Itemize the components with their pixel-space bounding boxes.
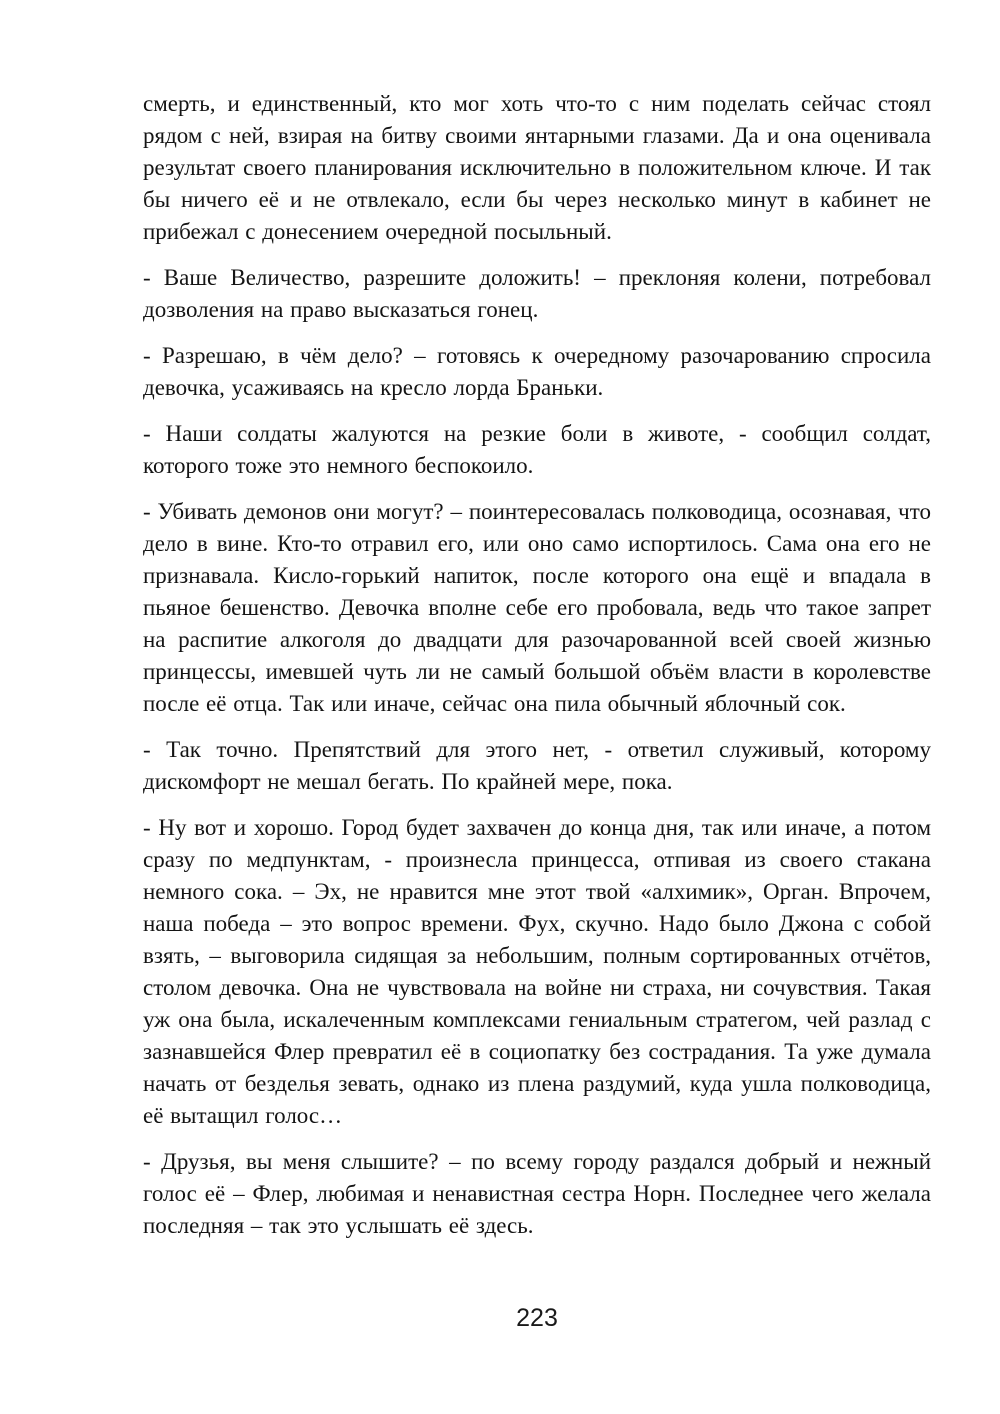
paragraph-dialogue-wine: - Убивать демонов они могут? – поинтересовалась полководица, осознавая, что дело в вине. Кто-то отравил его, или оно само испортилось. Сама она его не признавала. Кисло-горький напиток, после которого она ещё и впадала в пьяное бешенство. Девочка вполне себе его пробовала, ведь что такое запрет на распитие алкоголя до двадцати для разочарованной всей своей жизнью принцессы, имевшей чуть ли не самый большой объём власти в королевстве после её отца. Так или иначе, сейчас она пила обычный яблочный сок. — [143, 499, 931, 716]
paragraph-dialogue-princess-plan: - Ну вот и хорошо. Город будет захвачен до конца дня, так или иначе, а потом сразу по медпунктам, - произнесла принцесса, отпивая из своего стакана немного сока. – Эх, не нравится мне этот твой «алхимик», Орган. Впрочем, наша победа – это вопрос времени. Фух, скучно. Надо было Джона с собой взять, – выговорила сидящая за небольшим, полным сортированных отчётов, столом девочка. Она не чувствовала на войне ни страха, ни сочувствия. Такая уж она была, искалеченным комплексами гениальным стратегом, чей разлад с зазнавшейся Флер превратил её в социопатку без сострадания. Та уже думала начать от безделья зевать, однако из плена раздумий, куда ушла полководица, её вытащил голос… — [143, 815, 931, 1128]
paragraph-dialogue-soldier-report: - Наши солдаты жалуются на резкие боли в животе, - сообщил солдат, которого тоже это немного беспокоило. — [143, 421, 931, 478]
paragraph-dialogue-fler-voice: - Друзья, вы меня слышите? – по всему городу раздался добрый и нежный голос её – Флер, любимая и ненавистная сестра Норн. Последнее чего желала последняя – так это услышать её здесь. — [143, 1149, 931, 1238]
paragraph-dialogue-soldier-answer: - Так точно. Препятствий для этого нет, - ответил служивый, которому дискомфорт не мешал бегать. По крайней мере, пока. — [143, 737, 931, 794]
text-block — [143, 88, 931, 1242]
paragraph-dialogue-princess-permission: - Разрешаю, в чём дело? – готовясь к очередному разочарованию спросила девочка, усаживаясь на кресло лорда Браньки. — [143, 343, 931, 400]
page-number: 223 — [516, 1304, 558, 1332]
page-footer — [143, 1304, 931, 1333]
paragraph-narration-1: смерть, и единственный, кто мог хоть что-то с ним поделать сейчас стоял рядом с ней, взирая на битву своими янтарными глазами. Да и она оценивала результат своего планирования исключительно в положительном ключе. И так бы ничего её и не отвлекало, если бы через несколько минут в кабинет не прибежал с донесением очередной посыльный. — [143, 91, 931, 244]
paragraph-dialogue-messenger: - Ваше Величество, разрешите доложить! – преклоняя колени, потребовал дозволения на право высказаться гонец. — [143, 265, 931, 322]
